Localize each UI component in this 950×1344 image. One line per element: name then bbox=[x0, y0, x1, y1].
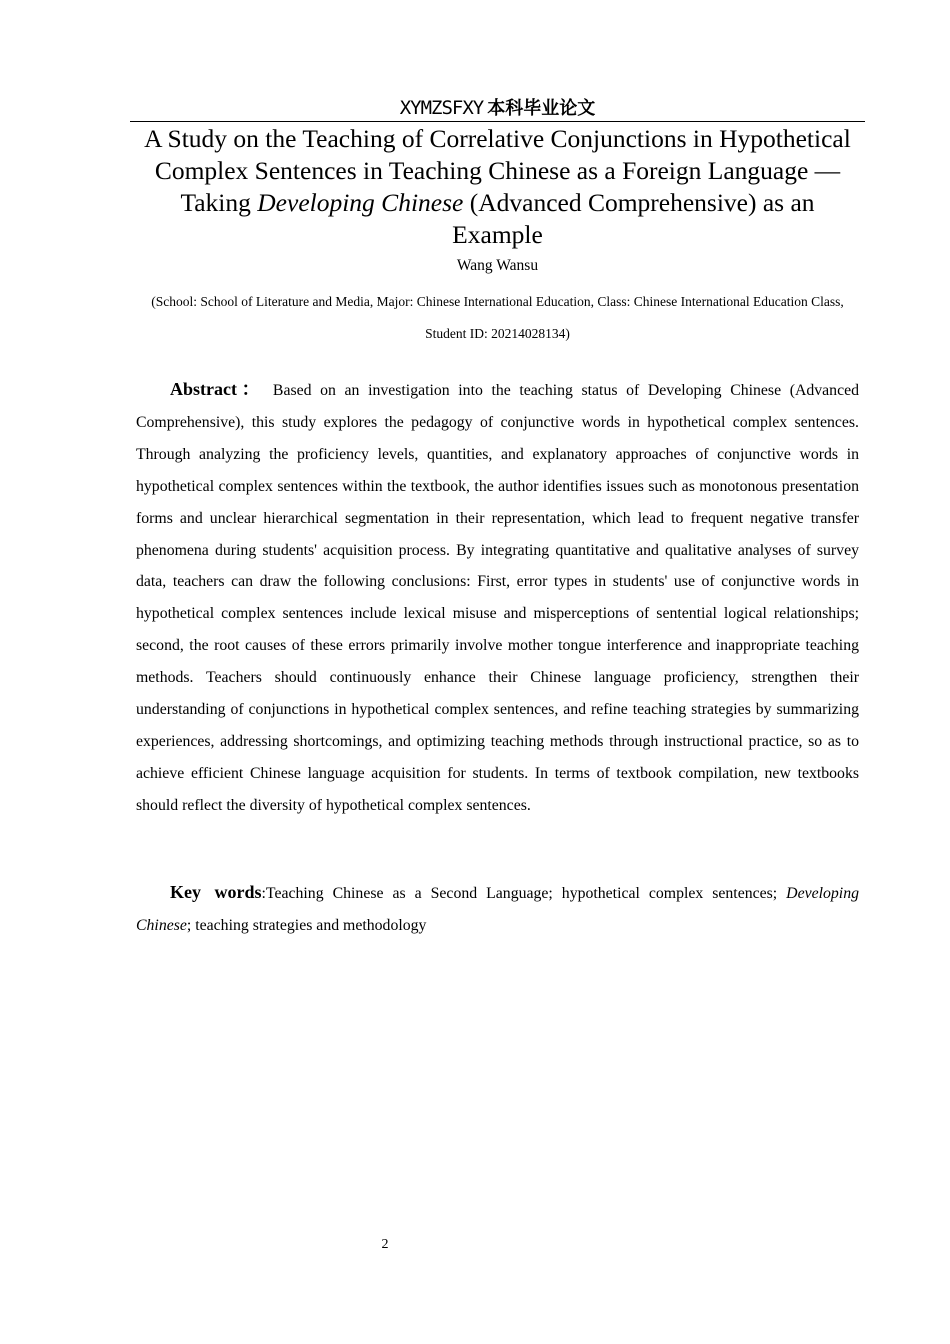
title-book-name: Developing Chinese bbox=[257, 188, 464, 217]
author-affiliation: (School: School of Literature and Media, Major: Chinese International Education, Class: Chinese International Education Class, Student ID: 20214028134) bbox=[151, 294, 844, 341]
header-school-code: XYMZSFXY bbox=[399, 97, 484, 119]
title-text-part1: A Study on the Teaching of Correlative Conjunctions in Hypothetical Complex Sentences in Teaching Chinese as a Foreign Language — Taking bbox=[144, 124, 851, 217]
abstract-label: Abstract： bbox=[170, 379, 265, 399]
keywords-label: Key words bbox=[170, 882, 262, 902]
paper-title bbox=[136, 123, 859, 251]
page-number: 2 bbox=[381, 1237, 389, 1252]
keywords-text-part2: ; teaching strategies and methodology bbox=[186, 916, 427, 934]
header-thesis-label: 本科毕业论文 bbox=[487, 98, 596, 119]
title-text-part2: (Advanced Comprehensive) as an Example bbox=[452, 188, 815, 249]
author-name: Wang Wansu bbox=[456, 257, 539, 274]
keywords-book-name: Developing Chinese bbox=[136, 885, 859, 934]
abstract-text: Based on an investigation into the teaching status of Developing Chinese (Advanced Comprehensive), this study explores the pedagogy of conjunctive words in hypothetical complex sentences. Through analyzing the proficiency levels, quantities, and explanatory approaches of conjunctive words in hypothetical complex sentences within the textbook, the author identifies issues such as monotonous presentation forms and unclear hierarchical segmentation in their representation, which lead to frequent negative transfer phenomena during students' acquisition process. By integrating quantitative and qualitative analyses of survey data, teachers can draw the following conclusions: First, error types in students' use of conjunctive words in hypothetical complex sentences include lexical misuse and misperceptions of sentential logical relationships; second, the root causes of these errors primarily involve mother tongue interference and inappropriate teaching methods. Teachers should continuously enhance their Chinese language proficiency, strengthen their understanding of conjunctions in hypothetical complex sentences, and refine teaching strategies by summarizing experiences, addressing shortcomings, and optimizing teaching methods through instructional practice, so as to achieve efficient Chinese language acquisition for students. In terms of textbook compilation, new textbooks should reflect the diversity of hypothetical complex sentences. bbox=[136, 382, 859, 814]
keywords-text-part1: :Teaching Chinese as a Second Language; hypothetical complex sentences; bbox=[261, 885, 787, 902]
abstract-paragraph bbox=[136, 374, 859, 822]
running-header bbox=[130, 96, 865, 122]
keywords-paragraph bbox=[136, 877, 859, 942]
